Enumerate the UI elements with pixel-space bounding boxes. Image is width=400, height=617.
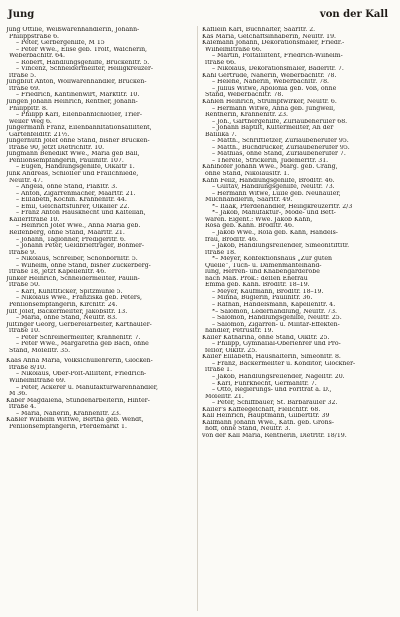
- directory-entry-line: Kallmann Johann Wwe., Kath. geb. Grons-: [202, 419, 334, 426]
- directory-entry-line: – Martin, Poſtaſſiſtent, Friedrich-Wilhelm-: [212, 53, 343, 60]
- directory-entry-line: – Matth., Buchdrucker, Zurlaubenerufer 95.: [212, 144, 350, 151]
- directory-entry-line: Kaiſer Eliſabeth, Haushälterin, Simeonſtr. 8.: [202, 354, 341, 361]
- column-divider: [197, 26, 198, 611]
- directory-entry-line: Wilhelmſtraße 69.: [9, 377, 66, 384]
- directory-entry-line: – Helene, Näherin, Weberbachſtr. 78.: [212, 79, 329, 86]
- directory-entry-line: – Johann Baptiſt, Küſtermeiſter, An der: [212, 125, 334, 132]
- directory-entry-line: weiler Weg 6.: [9, 118, 52, 125]
- directory-entry-line: Moſelſtr. 21.: [205, 393, 244, 400]
- directory-entry-line: – Karl, Kunſtſticker, Spitzmühle 5.: [16, 288, 123, 295]
- directory-entry-line: lung, Herren- und Knabengarderobe: [205, 269, 320, 276]
- directory-entry-line: Philippstraße 6.: [9, 33, 59, 40]
- directory-entry-line: – Philipp, Gymnaſial-Oberlehrer und Pro-: [212, 341, 341, 348]
- directory-entry-line: – Eliſabeth, Köchin. Krahnenſtr. 44.: [16, 197, 127, 204]
- directory-entry-line: Penſionsempfängerin, Pferdemarkt 1.: [9, 423, 127, 430]
- left-column: [6, 27, 192, 430]
- directory-entry-line: – Franz Anton Hausknecht und Kaſtellan,: [16, 210, 146, 217]
- directory-entry-line: Kaas Anna Maria, Volksſchullehrerin, Glocken-: [6, 358, 153, 365]
- directory-entry-line: Jungermann Franz, Eiſenbahnſtationsaſſiſtent,: [6, 125, 152, 132]
- directory-entry-line: Käs Maria, Geſchäftsinhaberin, Neuſtr. 19.: [202, 33, 337, 40]
- directory-entry-line: Käſemann Johann, Dekorationsmaler, Friedr.-: [202, 40, 345, 47]
- directory-entry-line: – Julius Witwe, Apolonia geb. Voß, ohne: [212, 85, 337, 92]
- directory-entry-line: – Guſtav, Handlungsgehilfe, Neuſtr. 73.: [212, 184, 335, 191]
- directory-entry-line: Quelle“, Tuch- u. Damenmäntelhand-: [205, 262, 322, 269]
- directory-entry-line: – Maria, ohne Stand, Neuſtr. 83.: [16, 315, 118, 322]
- directory-entry-line: – Peter Wwe., Elise geb. Troſt, Wäſcherin,: [16, 46, 148, 53]
- directory-entry-line: – Johann Peter, Geldbriefträger, Böhmer-: [16, 243, 144, 250]
- directory-entry-line: Penſionsempfängerin, Kirchſtr. 24.: [9, 301, 118, 308]
- directory-entry-line: – Jakob Wwe., Roſa geb. Kahn, Handels-: [212, 229, 338, 236]
- directory-entry-line: Käßler Wilhelm Wittwe, Bertha geb. Wendt,: [6, 417, 144, 424]
- directory-entry-line: Weberbachſtr. 64.: [9, 53, 66, 60]
- directory-entry-line: Kahlhöfer Johann Wwe., Marg. geb. Crang,: [202, 164, 338, 171]
- directory-entry-line: Baſilika 7.: [205, 131, 237, 138]
- directory-entry-line: – Anton, Zigarrenmacher, Maarſtr. 21.: [16, 190, 136, 197]
- directory-entry-line: Jungerhuth Joſef ohne Stand, bisher Brücken-: [6, 138, 150, 145]
- directory-entry-line: Reifenberg, ohne Stand, Maarſtr. 21.: [9, 229, 125, 236]
- directory-entry-line: Gartenfeldſtr. 21½.: [9, 131, 70, 138]
- directory-entry-line: – Meyer, Kaufmann, Brodſtr. 18–19.: [212, 288, 324, 295]
- directory-entry-line: Kall Heinrich, Hauptmann, Gilbertſtr. 39: [202, 413, 330, 420]
- directory-entry-line: – Salomon, Zigarren- u. Militär-Effekten-: [212, 321, 340, 328]
- directory-entry-line: Käfſlein Karl, Buchhalter, Saarſtr. 2.: [202, 27, 316, 33]
- directory-entry-line: – Nikolaus, Ober-Poſt-Aſſiſtent, Friedrich-: [16, 371, 147, 378]
- directory-entry-line: – Heinrich Joſef Wwe., Anna Maria geb.: [16, 223, 141, 230]
- directory-entry-line: Juſt Joſef, Bäckermeiſter, Jakobsſtr. 13.: [6, 308, 128, 315]
- directory-entry-line: – Angela, ohne Stand, Plaßſtr. 3.: [16, 184, 118, 191]
- directory-entry-line: Jungblut Anton, Wollwarenhändler, Brücken-: [6, 79, 147, 86]
- directory-entry-line: Rosa geb. Kahn. Brodſtr. 46.: [205, 223, 294, 230]
- directory-entry-line: *– Jakob, Manufaktur-, Mode- und Bett-: [212, 210, 336, 217]
- directory-entry-line: Jungmann Benedikt Wwe., Maria geb Ball,: [6, 151, 140, 158]
- directory-entry-line: – Mathias, ohne Stand, Zurlaubenerufer 7.: [212, 151, 346, 158]
- directory-entry-line: ſtraße 50.: [9, 282, 41, 289]
- directory-entry-line: *– Meyer, Konfektionshaus „Zur guten: [212, 256, 333, 263]
- directory-entry-line: – Eugen, Handlungsgehilfe, Olkaſtr 1.: [16, 164, 135, 171]
- directory-entry-line: Philippſtr. 8.: [9, 105, 48, 112]
- directory-entry-line: – Thereſe, Strickerin, Jüdemerſtr. 31.: [212, 157, 329, 164]
- directory-entry-line: Stand, Moſelſtr. 35.: [9, 347, 71, 354]
- directory-entry-line: – Otto, Regierungs- und Forſtrat a. D.,: [212, 387, 332, 394]
- directory-entry-line: ſtraße 10.: [9, 328, 41, 335]
- directory-entry-line: *– Iſaak, Pferdehändler, Heiligkreuzerſtr. 2/3: [212, 203, 353, 210]
- directory-entry-line: ſtraße 18, jetzt Kapellenſtr. 46.: [9, 269, 107, 276]
- directory-entry-line: Emma geb. Kahn. Brodſtr. 18–19.: [205, 282, 310, 289]
- right-column: [202, 27, 388, 439]
- directory-entry-line: ſtraße 1.: [205, 367, 233, 374]
- directory-entry-line: – Nikolaus Wwe., Franziska geb. Peters,: [16, 295, 142, 302]
- directory-entry-line: M 36.: [9, 391, 28, 398]
- directory-entry-line: hoff, ohne Stand, Neuſtr. 3.: [205, 426, 291, 433]
- directory-entry-line: – Rafhan, Handelsmann, Kapellenſtr. 4.: [212, 301, 336, 308]
- directory-entry-line: – Joh., Gärtnergehilfe, Zurlaubeneruſer 68.: [212, 118, 348, 125]
- directory-entry-line: ſtraße 5.: [9, 72, 37, 79]
- directory-entry-line: – Matth., Schriftſetzer, Zurlaubenerufer 95.: [212, 138, 349, 145]
- directory-entry-line: *– Salomon, Lederhandlung, Neuſtr. 73.: [212, 308, 337, 315]
- directory-entry-line: – Vincenz, Schneidermeiſter, Heiligkreuzer-: [16, 66, 154, 73]
- directory-entry-line: waren. Eigent.: Wwe. Jakob Kahn,: [205, 216, 313, 223]
- directory-entry-line: Penſionsempfängerin, Paulinſtr. 107.: [9, 157, 124, 164]
- directory-entry-line: – Nikolaus, Dekorationsmaler, Bäderſtr. 7.: [212, 66, 344, 73]
- running-head-right: von der Kall: [319, 9, 388, 20]
- directory-entry-line: – Minna, Büglerin, Paulinſtr. 36.: [212, 295, 313, 302]
- directory-entry-line: feſſor, Olkſtr. 25.: [205, 347, 258, 354]
- directory-entry-line: – Peter, Ackerer u. Manufakturwarenhändler,: [16, 384, 159, 391]
- directory-entry-line: – Robert, Handlungsgehilfe, Brückenſtr. 5.: [16, 59, 150, 66]
- directory-entry-line: Kaiſer Katharina, ohne Stand, Olkſtr. 25.: [202, 334, 330, 341]
- directory-entry-line: Stand, Weberbachſtr. 78.: [205, 92, 284, 99]
- directory-entry-line: Kaber Magdalena, Stundenarbeiterin, Hinter-: [6, 397, 150, 404]
- directory-entry-line: von der Kall Maria, Rentnerin, Dietrſtr. 18/19.: [202, 432, 347, 439]
- directory-entry-line: Kahl Gertrude, Näherin, Weberbachſtr. 78.: [202, 72, 337, 79]
- directory-entry-line: Rentnerin, Krahnenſtr. 23.: [205, 112, 289, 119]
- directory-entry-line: – Philipp Karl, Eiſenbahnſchloſſer, Trier-: [16, 112, 142, 119]
- directory-entry-line: Kaiſerſtraße 10.: [9, 216, 60, 223]
- directory-entry-line: frau, Brodſtr. 46.: [205, 236, 258, 243]
- directory-entry-line: – Johann, Taglöhner, Predigerſtr. 6.: [16, 236, 126, 243]
- directory-entry-line: nach Maß. Prok.: deſſen Ehefrau: [205, 275, 308, 282]
- directory-entry-line: – Nikolaus, Schreiber, Schönbornſtr. 5.: [16, 256, 138, 263]
- directory-entry-line: Wilhelmſtraße 66.: [205, 46, 262, 53]
- directory-entry-line: – Franz, Bäckermeiſter u. Konditor, Glöckner-: [212, 360, 356, 367]
- directory-entry-line: Junker Heinrich, Schneidermeiſter, Paulin-: [6, 275, 140, 282]
- directory-entry-line: – Wilhelm, ohne Stand, bisher Zuckerberg-: [16, 262, 151, 269]
- directory-entry-line: Junk Andreas, Schloſſer und Fraiſchniede,: [6, 171, 139, 178]
- directory-entry-line: – Peter Schreinermeiſter, Krahnenſtr. 7.: [16, 334, 141, 341]
- directory-entry-line: Neuſtr. 47.: [9, 177, 43, 184]
- directory-entry-line: ſtraße 4.: [9, 404, 37, 411]
- directory-entry-line: Jungen Johann Heinrich, Rentner, Johann-: [6, 99, 138, 106]
- directory-entry-line: ſtraße 90, jetzt Dietrichſtr. 10.: [9, 144, 105, 151]
- directory-entry-line: Jung Ottilie, Weißwarenhändlerin, Johann-: [6, 27, 140, 33]
- directory-entry-line: – Hermann Witwe, Luiſe geb. Neuhäuſer,: [212, 190, 341, 197]
- directory-entry-line: – Peter Wwe., Margaretha geb Bach, ohne: [16, 341, 149, 348]
- directory-entry-line: – Peter, Gerbergehilfe, M 15: [16, 40, 105, 47]
- directory-entry-line: Kahn Feliz, Handlungsgehilfe, Brodſtr. 46.: [202, 177, 335, 184]
- directory-entry-line: ſtraße 9.: [9, 249, 37, 256]
- directory-entry-line: Milchhändlerin, Saarſtr. 49.: [205, 197, 293, 204]
- directory-entry-line: – Friedrich, Kantinenwirt, Marktſtr. 10.: [16, 92, 140, 99]
- directory-entry-line: ohne Stand, Nikolausſtr. 1.: [205, 171, 290, 178]
- directory-entry-line: Kahlen Heinrich, Strumpfwirker, Neuſtr. 6.: [202, 99, 337, 106]
- directory-entry-line: – Jakob, Handlungsreiſender, Nagelſtr. 20.: [212, 373, 345, 380]
- directory-entry-line: – Karl, Fuhrknecht, Germanſtr. 7.: [212, 380, 317, 387]
- directory-entry-line: ſtraße 8/10.: [9, 364, 47, 371]
- directory-entry-line: Kaiſer's Kaffeegeſchäft, Fleiſchſtr. 68.: [202, 406, 321, 413]
- directory-entry-line: – Jakob, Handlungsreiſender, Simeonſtiftſtr.: [212, 243, 350, 250]
- directory-entry-line: ſtraße 66.: [205, 59, 237, 66]
- running-head-left: Jung: [8, 9, 35, 20]
- directory-entry-line: Juſtinger Georg, Gerbereiarbeiter, Karthäuſer-: [6, 321, 152, 328]
- directory-entry-line: ſtraße 18.: [205, 249, 237, 256]
- directory-entry-line: händler, Petrusſtr. 19.: [205, 328, 274, 335]
- directory-entry-line: – Emil, Geſchäftsführer, Olkaller 22.: [16, 203, 130, 210]
- directory-entry-line: – Peter, Schiffbauer, St. Barbarauſer 32.: [212, 400, 338, 407]
- directory-entry-line: – Maria, Näherin, Krahnenſtr. 23.: [16, 410, 121, 417]
- directory-entry-line: – Hermann Witwe, Anna geb. Jungwell,: [212, 105, 336, 112]
- directory-entry-line: ſtraße 69.: [9, 85, 41, 92]
- directory-entry-line: – Salomon, Handlungsgehilfe, Neuſtr. 25.: [212, 315, 342, 322]
